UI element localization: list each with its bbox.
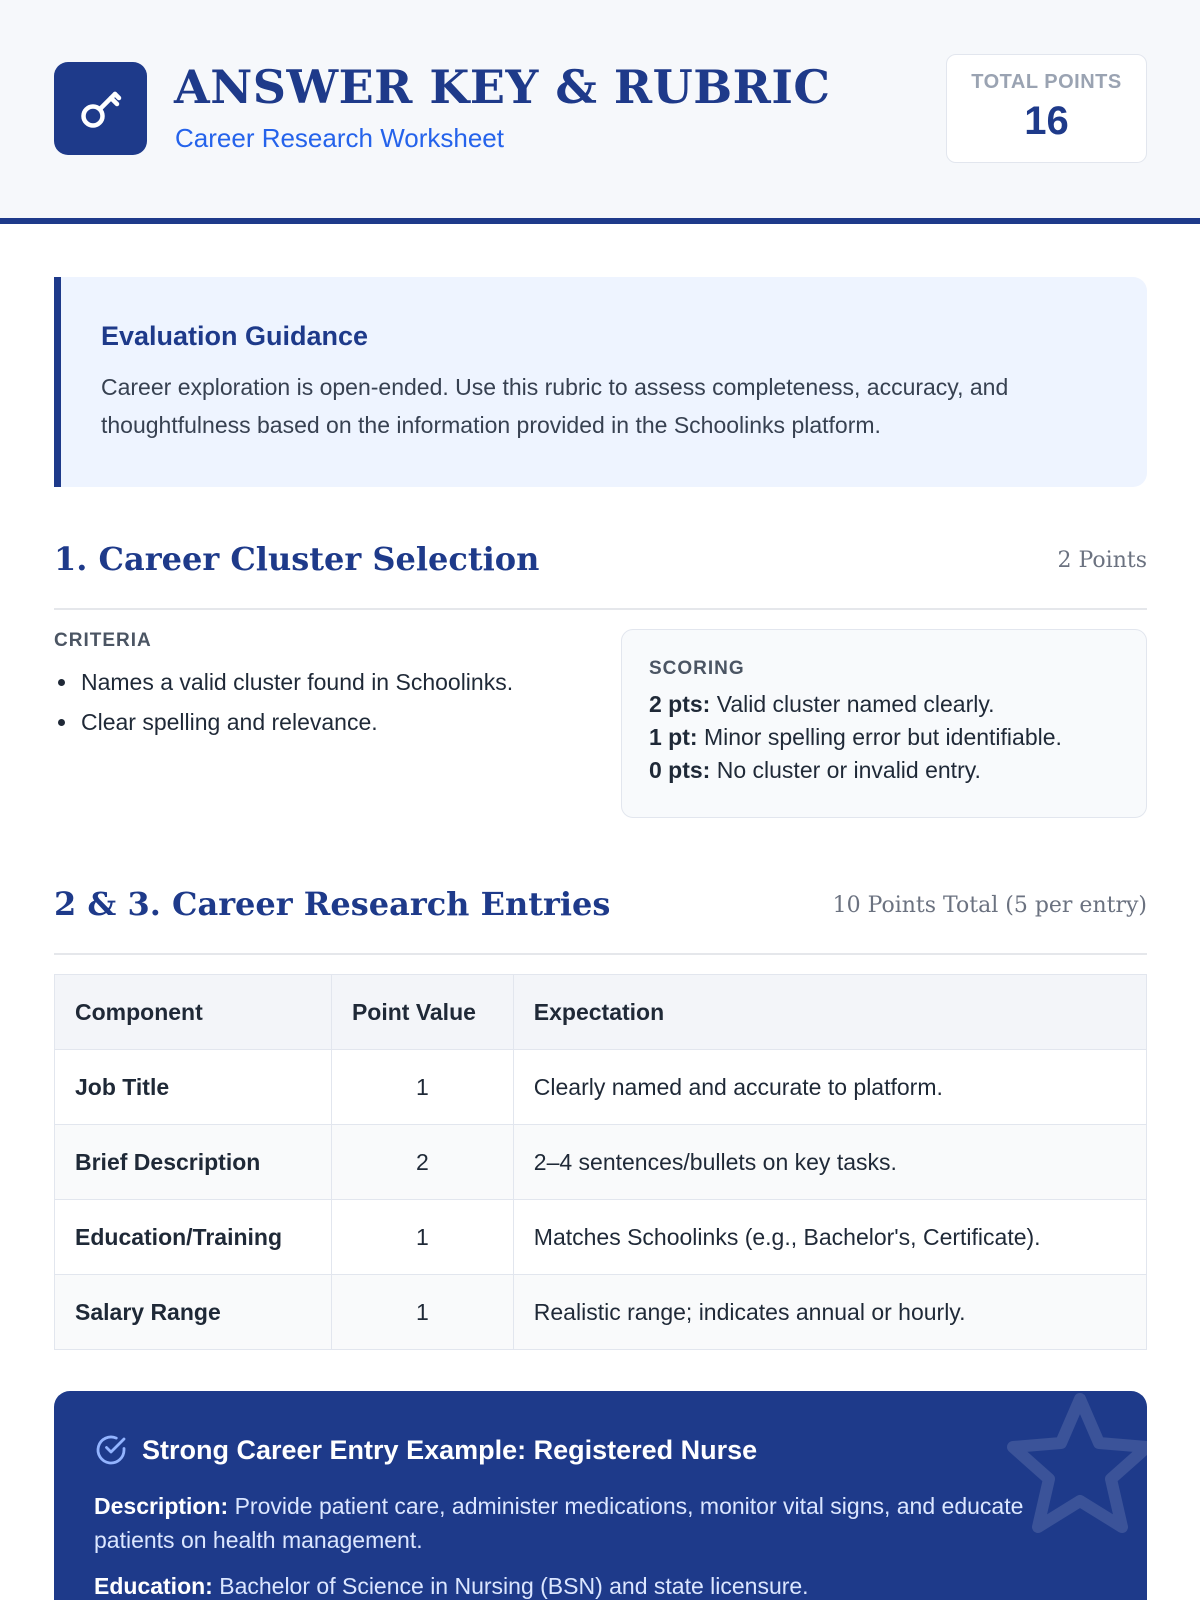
- component-cell: Education/Training: [55, 1200, 332, 1275]
- component-cell: Salary Range: [55, 1275, 332, 1350]
- expectation-cell: Realistic range; indicates annual or hourly.: [513, 1275, 1146, 1350]
- logo: [54, 62, 147, 155]
- total-points-value: 16: [1024, 99, 1069, 143]
- point-value-cell: 2: [331, 1125, 513, 1200]
- evaluation-guidance: [54, 277, 1147, 487]
- column-header-point-value: Point Value: [331, 975, 513, 1050]
- scoring-line: [649, 721, 1119, 754]
- section1-points: 2 Points: [1057, 548, 1147, 573]
- section1-title: 1. Career Cluster Selection: [54, 540, 540, 578]
- section2-points: 10 Points Total (5 per entry): [832, 893, 1147, 918]
- column-header-expectation: Expectation: [513, 975, 1146, 1050]
- expectation-cell: Matches Schoolinks (e.g., Bachelor's, Certificate).: [513, 1200, 1146, 1275]
- guidance-text: Career exploration is open-ended. Use this rubric to assess completeness, accuracy, and thoughtfulness based on the information provided in the Schoolinks platform.: [101, 374, 1009, 438]
- scoring-line: [649, 688, 1119, 721]
- description-text: Provide patient care, administer medications, monitor vital signs, and educate patients on health management.: [94, 1493, 1024, 1553]
- scoring-line: [649, 754, 1119, 787]
- rubric-table: [54, 974, 1147, 1350]
- expectation-cell: 2–4 sentences/bullets on key tasks.: [513, 1125, 1146, 1200]
- example-education: [94, 1569, 1107, 1600]
- list-item: Clear spelling and relevance.: [54, 702, 594, 742]
- description-label: Description:: [94, 1493, 229, 1519]
- scoring-points: 1 pt:: [649, 724, 698, 750]
- key-icon: [75, 83, 127, 135]
- table-row: [55, 1275, 1147, 1350]
- scoring-label: SCORING: [649, 658, 745, 679]
- example-description: [94, 1489, 1107, 1557]
- scoring-points: 2 pts:: [649, 691, 711, 717]
- example-title: Strong Career Entry Example: Registered Nurse: [142, 1434, 758, 1465]
- table-header-row: [55, 975, 1147, 1050]
- scoring-points: 0 pts:: [649, 757, 711, 783]
- list-item: Names a valid cluster found in Schoolinks.: [54, 662, 594, 702]
- example-card: [54, 1391, 1147, 1600]
- table-row: [55, 1200, 1147, 1275]
- section2-header: [54, 885, 1147, 955]
- expectation-cell: Clearly named and accurate to platform.: [513, 1050, 1146, 1125]
- point-value-cell: 1: [331, 1200, 513, 1275]
- scoring-card: [621, 629, 1147, 818]
- page-title: ANSWER KEY & RUBRIC: [174, 60, 831, 114]
- guidance-title: Evaluation Guidance: [101, 321, 369, 351]
- education-text: Bachelor of Science in Nursing (BSN) and state licensure.: [219, 1573, 809, 1599]
- page-subtitle: Career Research Worksheet: [175, 123, 504, 153]
- point-value-cell: 1: [331, 1050, 513, 1125]
- criteria-label: CRITERIA: [54, 630, 152, 651]
- table-row: [55, 1125, 1147, 1200]
- scoring-desc: No cluster or invalid entry.: [716, 757, 981, 783]
- scoring-desc: Valid cluster named clearly.: [716, 691, 995, 717]
- star-icon: [1005, 1391, 1147, 1541]
- column-header-component: Component: [55, 975, 332, 1050]
- section1-header: [54, 540, 1147, 610]
- page-header: [0, 0, 1200, 224]
- component-cell: Job Title: [55, 1050, 332, 1125]
- check-circle-icon: [94, 1433, 128, 1467]
- table-row: [55, 1050, 1147, 1125]
- point-value-cell: 1: [331, 1275, 513, 1350]
- component-cell: Brief Description: [55, 1125, 332, 1200]
- total-points-card: [946, 54, 1147, 163]
- education-label: Education:: [94, 1573, 213, 1599]
- scoring-desc: Minor spelling error but identifiable.: [703, 724, 1062, 750]
- criteria-block: [54, 630, 594, 742]
- section2-title: 2 & 3. Career Research Entries: [54, 885, 611, 923]
- criteria-list: [54, 662, 594, 742]
- total-points-label: TOTAL POINTS: [971, 71, 1122, 93]
